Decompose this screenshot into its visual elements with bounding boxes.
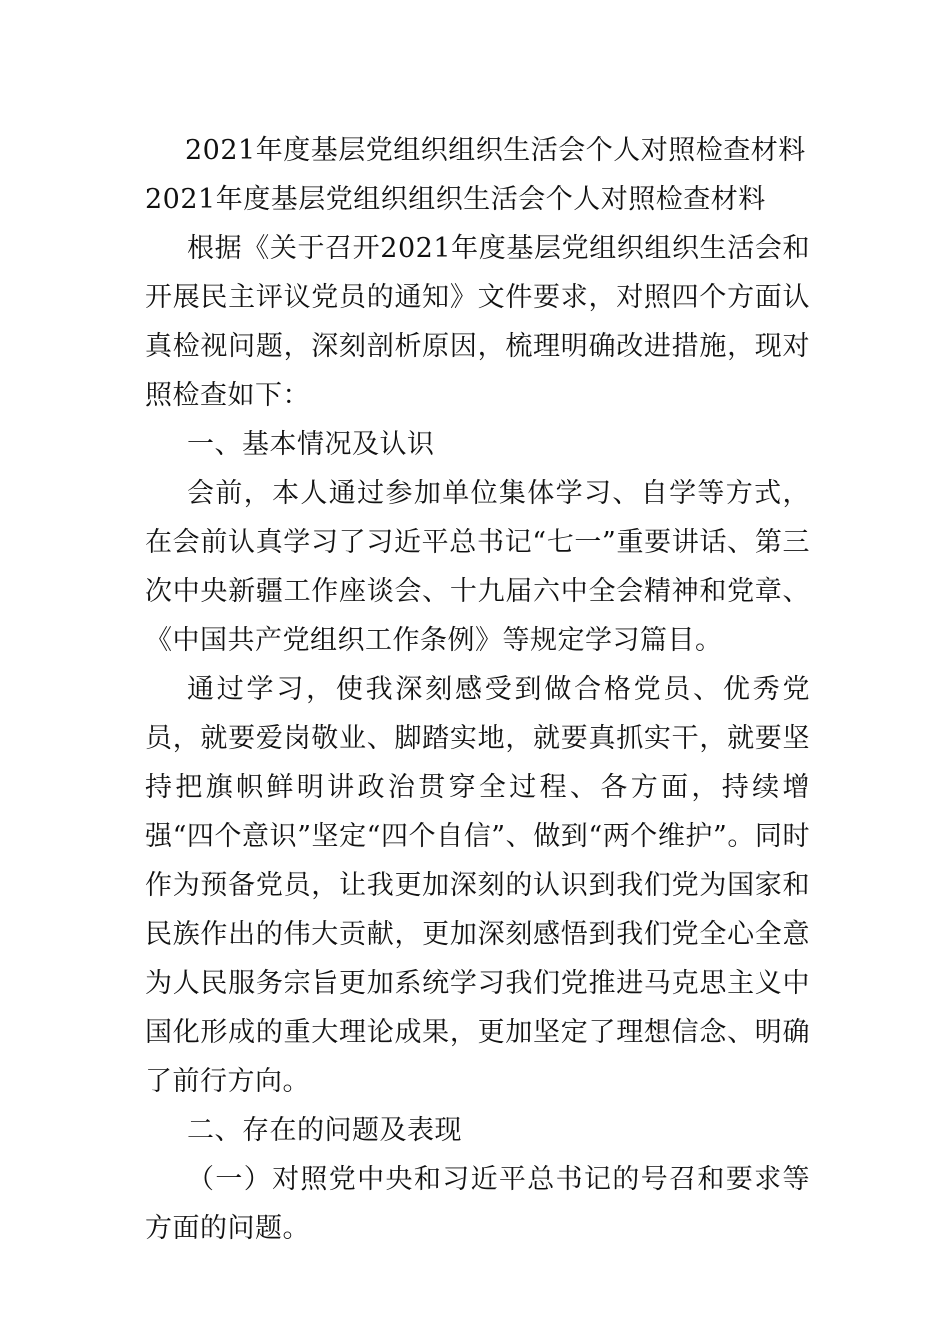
intro-paragraph: 根据《关于召开2021年度基层党组织组织生活会和开展民主评议党员的通知》文件要求，对照四个方面认真检视问题，深刻剖析原因，梳理明确改进措施，现对照检查如下： xyxy=(145,233,810,411)
section-2-subheading-1: （一）对照党中央和习近平总书记的号召和要求等方面的问题。 xyxy=(145,1164,810,1244)
section-1-paragraph-2: 通过学习，使我深刻感受到做合格党员、优秀党员，就要爱岗敬业、脚踏实地，就要真抓实干，就要坚持把旗帜鲜明讲政治贯穿全过程、各方面，持续增强“四个意识”坚定“四个自信”、做到“两个维护”。同时作为预备党员，让我更加深刻的认识到我们党为国家和民族作出的伟大贡献，更加深刻感悟到我们党全心全意为人民服务宗旨更加系统学习我们党推进马克思主义中国化形成的重大理论成果，更加坚定了理想信念、明确了前行方向。 xyxy=(145,674,810,1097)
document-title-repeat: 2021年度基层党组织组织生活会个人对照检查材料 xyxy=(145,184,766,215)
section-2-heading: 二、存在的问题及表现 xyxy=(187,1115,462,1146)
section-1-paragraph-1: 会前，本人通过参加单位集体学习、自学等方式，在会前认真学习了习近平总书记“七一”重要讲话、第三次中央新疆工作座谈会、十九届六中全会精神和党章、《中国共产党组织工作条例》等规定学习篇目。 xyxy=(145,478,810,656)
section-1-heading: 一、基本情况及认识 xyxy=(187,429,435,460)
document-title: 2021年度基层党组织组织生活会个人对照检查材料 xyxy=(185,135,806,166)
document-body xyxy=(145,126,810,1253)
